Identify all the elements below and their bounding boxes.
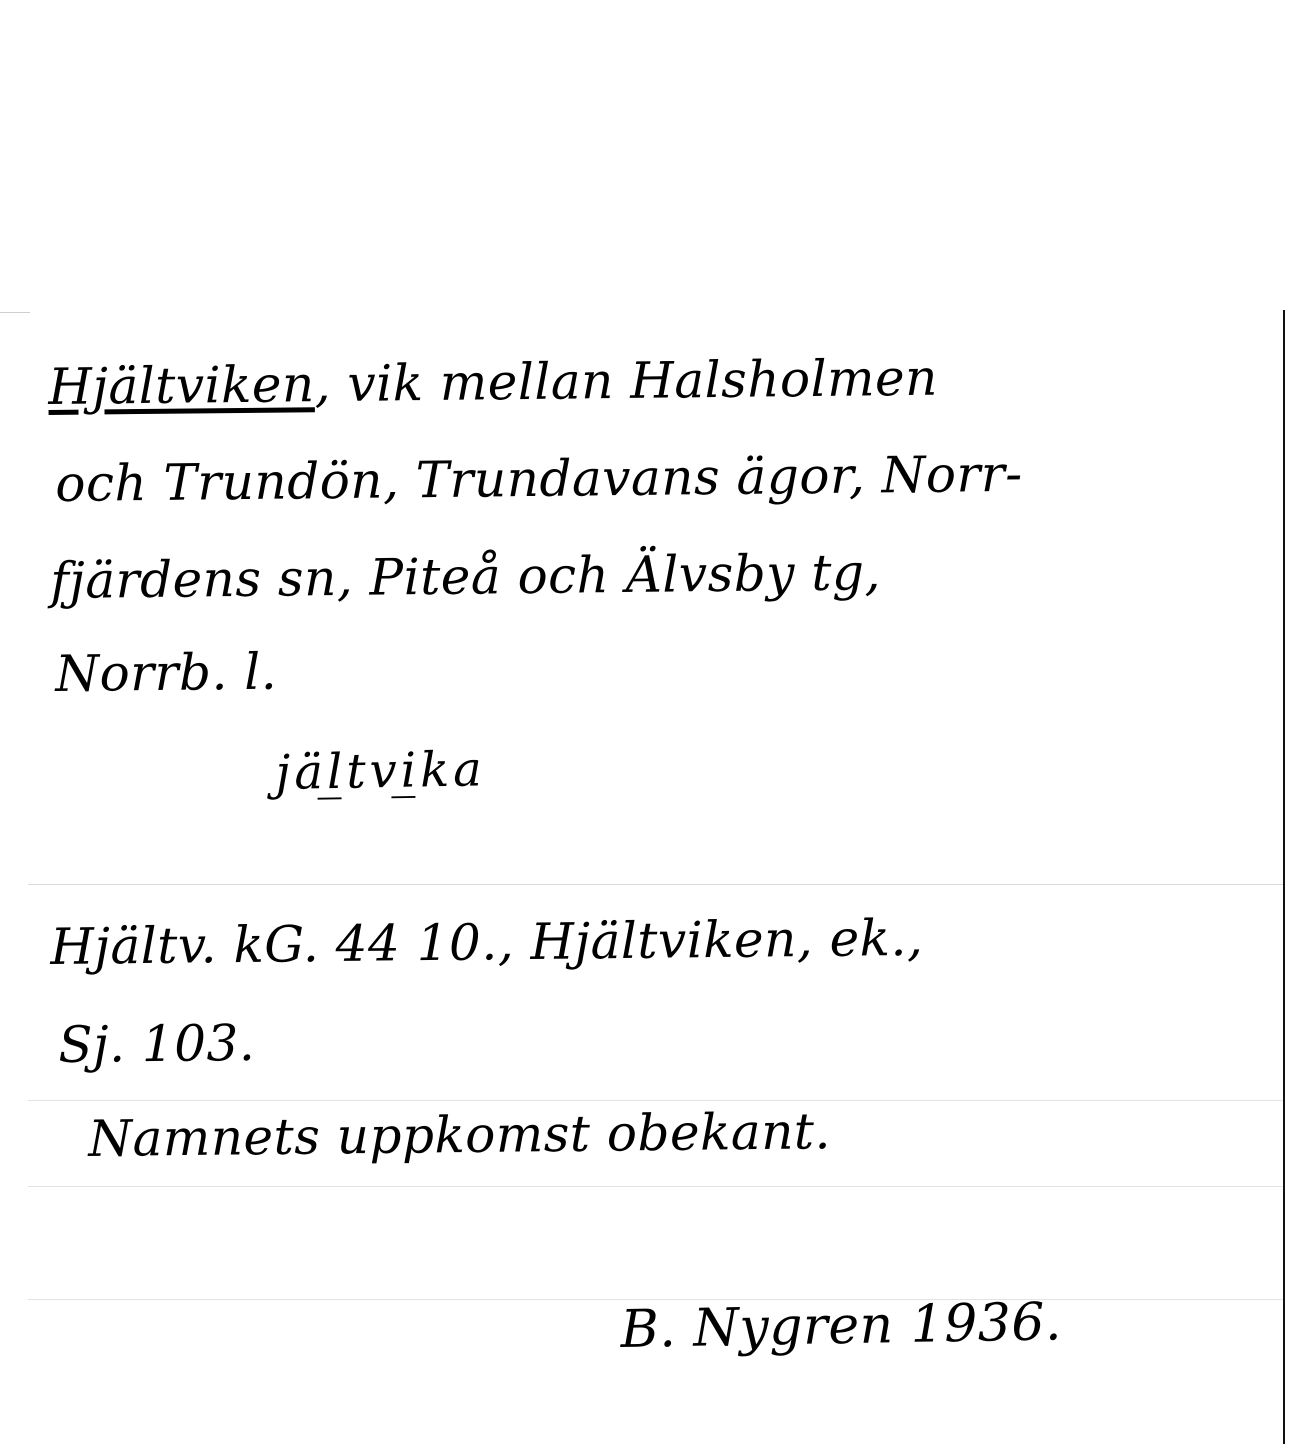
origin-note: Namnets uppkomst obekant. [88,1102,832,1168]
reference-line-2: Sj. 103. [58,1013,256,1074]
signature: B. Nygren 1936. [620,1292,1063,1360]
paper-rule-2 [28,1100,1283,1101]
card-right-edge [1283,310,1285,1444]
description-line-2: och Trundön, Trundavans ägor, Norr- [55,444,1023,513]
pronunciation-line: jäl̲tvi̲ka [275,741,487,801]
paper-rule-1 [28,884,1283,885]
description-line-4: Norrb. l. [55,642,278,703]
headword-line [48,349,938,416]
headword-rest: , vik mellan Halsholmen [314,348,939,414]
reference-line-1: Hjältv. kG. 44 10., Hjältviken, ek., [50,908,924,976]
card-top-edge [0,312,30,313]
headword: Hjältviken [48,355,315,416]
description-line-3: fjärdens sn, Piteå och Älvsby tg, [50,543,882,610]
paper-rule-3 [28,1186,1283,1187]
